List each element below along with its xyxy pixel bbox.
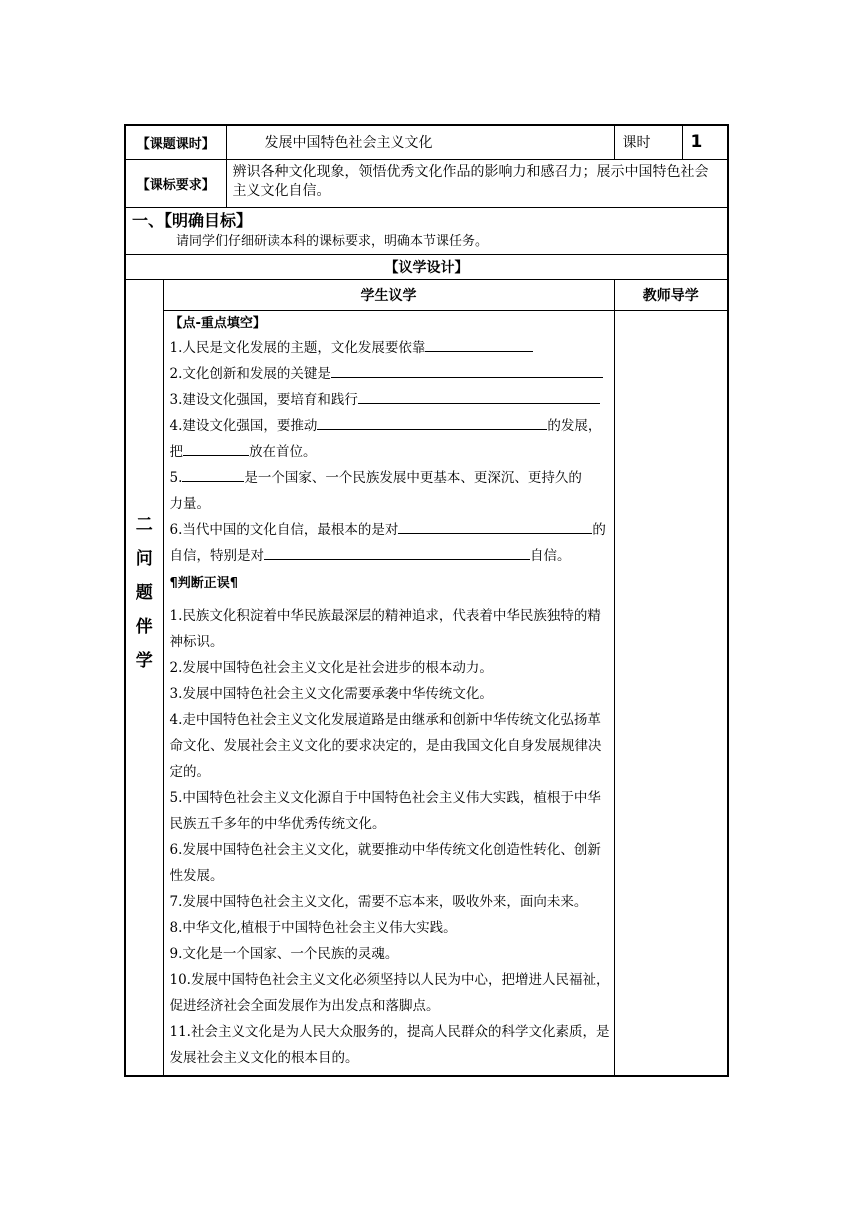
judge-item: 11.社会主义文化是为人民大众服务的，提高人民群众的科学文化素质，是发展社会主义文化的根本目的。 bbox=[169, 1023, 610, 1066]
judge-item: 8.中华文化,植根于中国特色社会主义伟大实践。 bbox=[169, 919, 457, 936]
judge-item: 6.发展中国特色社会主义文化，就要推动中华传统文化创造性转化、创新性发展。 bbox=[169, 841, 601, 884]
col-teacher-header: 教师导学 bbox=[614, 279, 728, 310]
judge-item: 1.民族文化积淀着中华民族最深层的精神追求，代表着中华民族独特的精神标识。 bbox=[169, 607, 601, 650]
topic-value: 发展中国特色社会主义文化 bbox=[226, 125, 614, 159]
answer-blank[interactable] bbox=[398, 519, 592, 534]
side-char: 学 bbox=[135, 650, 153, 671]
judge-item: 2.发展中国特色社会主义文化是社会进步的根本动力。 bbox=[169, 659, 493, 676]
lesson-plan-page bbox=[124, 124, 727, 1077]
period-label: 课时 bbox=[614, 125, 682, 159]
side-char: 伴 bbox=[135, 616, 153, 637]
standard-label: 【课标要求】 bbox=[125, 159, 226, 207]
topic-row bbox=[125, 125, 728, 159]
standard-row bbox=[125, 159, 728, 207]
judge-item: 10.发展中国特色社会主义文化必须坚持以人民为中心，把增进人民福祉，促进经济社会全面发展作为出发点和落脚点。 bbox=[169, 971, 610, 1014]
judge-item: 5.中国特色社会主义文化源自于中国特色社会主义伟大实践，植根于中华民族五千多年的中华优秀传统文化。 bbox=[169, 789, 601, 832]
fill-q4: 4.建设文化强国，要推动 的发展， bbox=[170, 413, 610, 439]
fill-q2: 2.文化创新和发展的关键是 bbox=[170, 361, 610, 387]
fill-q4-cont: 把 放在首位。 bbox=[170, 439, 610, 465]
content-row bbox=[125, 310, 728, 1076]
answer-blank[interactable] bbox=[425, 337, 533, 352]
answer-blank[interactable] bbox=[183, 441, 249, 456]
period-value: 1 bbox=[682, 125, 728, 159]
side-char: 题 bbox=[135, 582, 153, 603]
judge-item: 9.文化是一个国家、一个民族的灵魂。 bbox=[169, 945, 399, 962]
answer-blank[interactable] bbox=[358, 389, 600, 404]
side-char: 二 bbox=[135, 514, 153, 535]
goals-text: 请同学们仔细研读本科的课标要求，明确本节课任务。 bbox=[176, 233, 489, 249]
standard-value: 辨识各种文化现象，领悟优秀文化作品的影响力和感召力；展示中国特色社会主义文化自信。 bbox=[226, 159, 728, 207]
answer-blank[interactable] bbox=[264, 545, 530, 560]
col-student-header: 学生议学 bbox=[163, 279, 614, 310]
fill-title: 【点-重点填空】 bbox=[169, 315, 266, 331]
judge-title: ¶判断正误¶ bbox=[169, 575, 239, 591]
side-label bbox=[125, 279, 163, 1076]
teacher-content[interactable] bbox=[614, 310, 728, 1076]
fill-q6-cont: 自信，特别是对 自信。 bbox=[170, 543, 610, 569]
judge-item: 7.发展中国特色社会主义文化，需要不忘本来，吸收外来，面向未来。 bbox=[169, 893, 588, 910]
design-title: 【议学设计】 bbox=[125, 254, 728, 279]
goals-row bbox=[125, 207, 728, 254]
judge-item: 4.走中国特色社会主义文化发展道路是由继承和创新中华传统文化弘扬革命文化、发展社会主义文化的要求决定的，是由我国文化自身发展规律决定的。 bbox=[169, 711, 602, 780]
fill-q6: 6.当代中国的文化自信，最根本的是对 的 bbox=[170, 517, 610, 543]
answer-blank[interactable] bbox=[331, 363, 603, 378]
fill-q3: 3.建设文化强国，要培育和践行 bbox=[170, 387, 610, 413]
answer-blank[interactable] bbox=[317, 415, 547, 430]
answer-blank[interactable] bbox=[182, 467, 244, 482]
design-title-row bbox=[125, 254, 728, 279]
student-content bbox=[163, 310, 614, 1076]
fill-q5-cont: 力量。 bbox=[169, 495, 210, 512]
goals-title: 一、【明确目标】 bbox=[132, 210, 253, 230]
topic-label: 【课题课时】 bbox=[125, 125, 226, 159]
side-char: 问 bbox=[135, 548, 153, 569]
judge-item: 3.发展中国特色社会主义文化需要承袭中华传统文化。 bbox=[169, 685, 493, 702]
lesson-plan-table bbox=[124, 124, 729, 1077]
fill-q5: 5. 是一个国家、一个民族发展中更基本、更深沉、更持久的 bbox=[170, 465, 610, 491]
fill-q1: 1.人民是文化发展的主题，文化发展要依靠 bbox=[170, 335, 610, 361]
design-body-row bbox=[125, 279, 728, 310]
